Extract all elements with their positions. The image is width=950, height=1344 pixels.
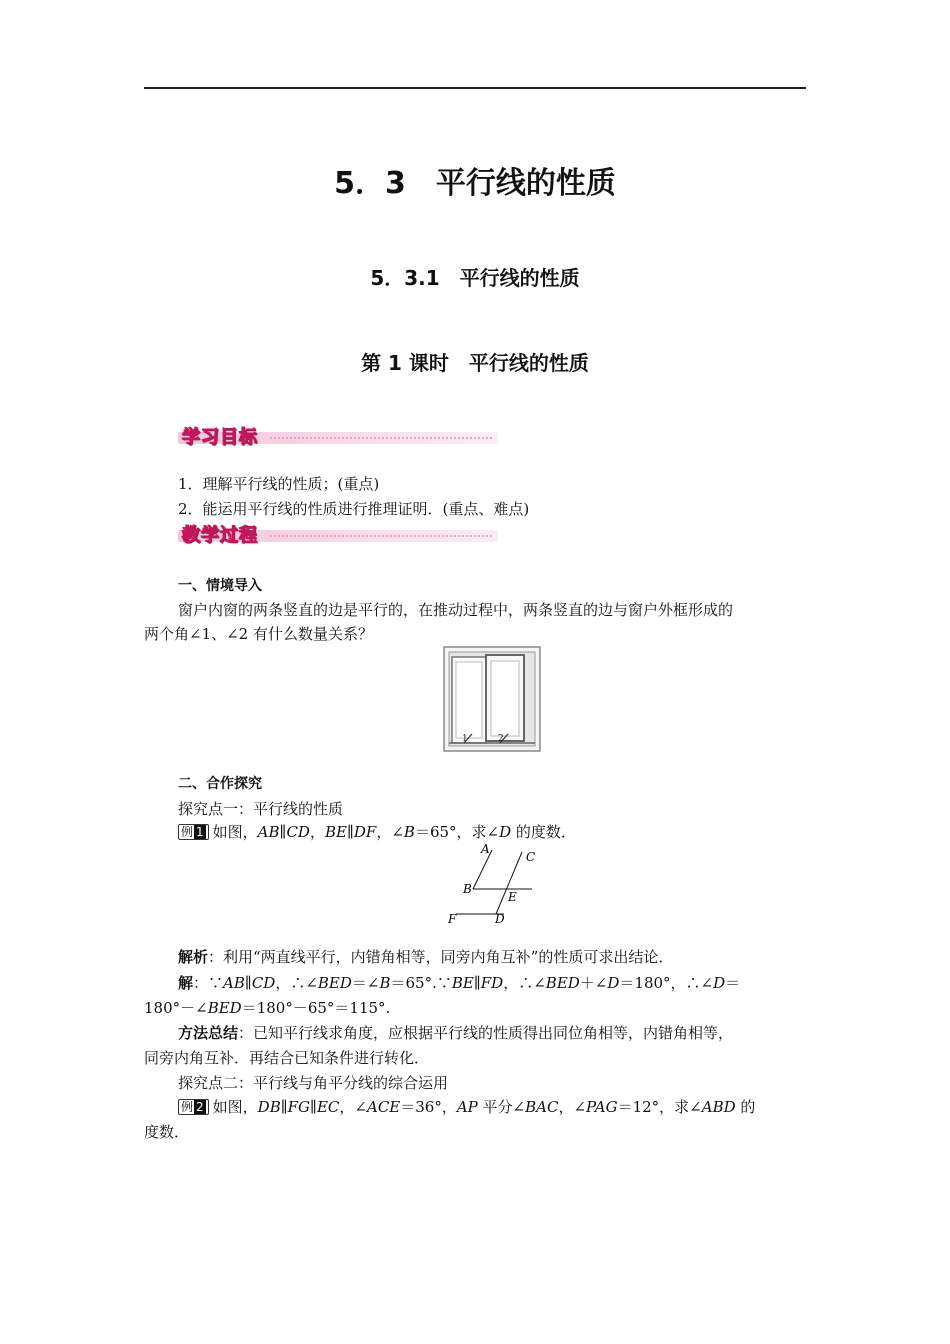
math: ACE: [366, 1098, 401, 1116]
math: B: [403, 823, 415, 841]
text: ，∴∠: [275, 974, 318, 992]
point-e-label: E: [508, 890, 517, 904]
text: ，∴∠: [503, 974, 546, 992]
example-badge-text: 例: [181, 1100, 194, 1114]
text: ＝65°，求∠: [414, 823, 500, 841]
math: AB∥CD: [257, 823, 310, 841]
example-2-badge: [178, 1099, 209, 1115]
text: ＋∠: [579, 974, 608, 992]
angle-1-label: 1: [462, 734, 468, 744]
analysis: [144, 945, 840, 969]
text: ，∠: [376, 823, 404, 841]
point-a-label: A: [481, 842, 490, 856]
math: BE∥FD: [451, 974, 504, 992]
math: PAG: [586, 1098, 618, 1116]
section1-para-line2: 两个角∠1、∠2 有什么数量关系？: [144, 625, 373, 643]
solution-line1: [144, 971, 840, 995]
math: BED: [207, 999, 242, 1017]
window-figure: [442, 645, 542, 753]
objective-1: 1．理解平行线的性质；(重点): [178, 475, 380, 493]
math: AB∥CD: [223, 974, 276, 992]
text: ＝: [725, 974, 741, 992]
objectives-banner: [178, 425, 498, 448]
math: BAC: [525, 1098, 559, 1116]
header-rule: [144, 87, 806, 89]
math: D: [607, 974, 620, 992]
math: D: [499, 823, 512, 841]
analysis-label: 解析: [178, 948, 209, 966]
math: BE∥DF: [324, 823, 377, 841]
text: 的度数．: [511, 823, 576, 841]
text: ：∵: [193, 974, 224, 992]
math: AP: [456, 1098, 478, 1116]
point-f-label: F: [448, 912, 457, 926]
explore-point-2: 探究点二：平行线与角平分线的综合运用: [178, 1074, 449, 1092]
example-badge-number: 1: [196, 825, 204, 839]
example-badge-number: 2: [196, 1100, 204, 1114]
angle-2-label: 2: [498, 734, 504, 744]
objectives-banner-label: 学习目标: [182, 427, 258, 448]
example-1-badge: [178, 824, 209, 840]
line-cd: [496, 852, 522, 914]
text: 180°－∠: [144, 999, 208, 1017]
process-banner-label: 教学过程: [182, 525, 258, 546]
math: BED: [317, 974, 352, 992]
text: 如图，: [212, 823, 258, 841]
banner-dots: [270, 535, 492, 537]
math: ABD: [701, 1098, 736, 1116]
math: BED: [545, 974, 580, 992]
text: 的: [735, 1098, 756, 1116]
point-d-label: D: [495, 912, 505, 926]
process-banner: [178, 523, 498, 546]
text: 平分∠: [477, 1098, 526, 1116]
math: B: [379, 974, 391, 992]
section1-para-line1: 窗户内窗的两条竖直的边是平行的，在推动过程中，两条竖直的边与窗户外框形成的: [178, 601, 734, 619]
text: ＝180°，∴∠: [619, 974, 714, 992]
section2-heading: 二、合作探究: [178, 776, 262, 792]
window-left-glass: [456, 662, 482, 738]
example-2-line2: 度数．: [144, 1123, 190, 1141]
text: ，∠: [339, 1098, 367, 1116]
window-right-glass: [491, 661, 519, 736]
banner-dots: [270, 437, 492, 439]
text: ＝∠: [351, 974, 380, 992]
point-c-label: C: [526, 850, 536, 864]
example-badge-text: 例: [181, 825, 194, 839]
explore-point-1: 探究点一：平行线的性质: [178, 800, 344, 818]
section-title: 5．3.1 平行线的性质: [370, 266, 580, 290]
summary-label: 方法总结: [178, 1024, 239, 1042]
point-b-label: B: [463, 882, 472, 896]
example-2: [144, 1095, 840, 1119]
text: ，∠: [558, 1098, 587, 1116]
text: 如图，: [212, 1098, 258, 1116]
text: ＝12°，求∠: [617, 1098, 702, 1116]
summary-line2: 同旁内角互补．再结合已知条件进行转化．: [144, 1049, 430, 1067]
math: DB∥FG∥EC: [257, 1098, 340, 1116]
geometry-figure: [440, 840, 540, 930]
solution-label: 解: [178, 974, 194, 992]
analysis-text: ：利用“两直线平行，内错角相等，同旁内角互补”的性质可求出结论．: [208, 948, 674, 966]
section1-heading: 一、情境导入: [178, 578, 262, 594]
summary-line1: [144, 1021, 840, 1045]
text: ，: [309, 823, 325, 841]
solution-line2: [144, 996, 806, 1020]
summary-text: ：已知平行线求角度，应根据平行线的性质得出同位角相等，内错角相等，: [238, 1024, 734, 1042]
page-title: 5．3 平行线的性质: [334, 166, 616, 201]
text: ＝36°，: [400, 1098, 457, 1116]
objective-2: 2．能运用平行线的性质进行推理证明．(重点、难点): [178, 500, 530, 518]
text: ＝180°－65°＝115°.: [241, 999, 391, 1017]
text: ＝65°.∵: [390, 974, 452, 992]
lesson-title: 第 1 课时 平行线的性质: [361, 351, 589, 375]
math: D: [713, 974, 726, 992]
